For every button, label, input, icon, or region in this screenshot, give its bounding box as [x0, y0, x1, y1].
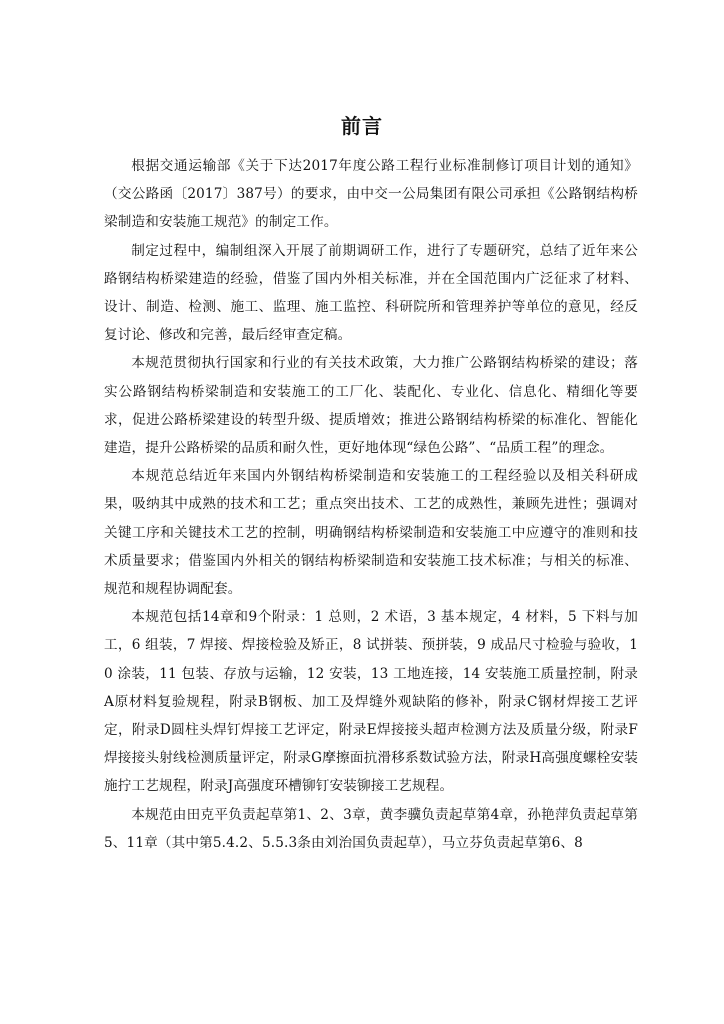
- body-text: [104, 152, 638, 857]
- paragraph-contents: 本规范包括14章和9个附录：1 总则，2 术语，3 基本规定，4 材料，5 下料与加工，6 组装，7 焊接、焊接检验及矫正，8 试拼装、预拼装，9 成品尺寸检验与验收，10 涂装，11 包装、存放与运输，12 安装，13 工地连接，14 安装施工质量控制，附录A原材料复验规程，附录B钢板、加工及焊缝外观缺陷的修补，附录C钢材焊接工艺评定，附录D圆柱头焊钉焊接工艺评定，附录E焊接接头超声检测方法及质量分级，附录F焊接接头射线检测质量评定，附录G摩擦面抗滑移系数试验方法，附录H高强度螺栓安装施拧工艺规程，附录J高强度环槽铆钉安装铆接工艺规程。: [104, 609, 638, 795]
- paragraph-authors: 本规范由田克平负责起草第1、2、3章，黄李骥负责起草第4章，孙艳萍负责起草第5、11章（其中第5.4.2、5.5.3条由刘治国负责起草），马立芬负责起草第6、8: [104, 806, 638, 851]
- paragraph-background: 根据交通运输部《关于下达2017年度公路工程行业标准制修订项目计划的通知》（交公路函〔2017〕387号）的要求，由中交一公局集团有限公司承担《公路钢结构桥梁制造和安装施工规范》的制定工作。: [104, 158, 638, 231]
- page-title: 前言: [341, 114, 383, 138]
- paragraph-drafting-process: 制定过程中，编制组深入开展了前期调研工作，进行了专题研究，总结了近年来公路钢结构桥梁建造的经验，借鉴了国内外相关标准，并在全国范围内广泛征求了材料、设计、制造、检测、施工、监理、施工监控、科研院所和管理养护等单位的意见，经反复讨论、修改和完善，最后经审查定稿。: [104, 242, 638, 344]
- paragraph-policy: 本规范贯彻执行国家和行业的有关技术政策，大力推广公路钢结构桥梁的建设；落实公路钢结构桥梁制造和安装施工的工厂化、装配化、专业化、信息化、精细化等要求，促进公路桥梁建设的转型升级、提质增效；推进公路钢结构桥梁的标准化、智能化建造，提升公路桥梁的品质和耐久性，更好地体现“绿色公路”、“品质工程”的理念。: [104, 355, 638, 457]
- paragraph-summary: 本规范总结近年来国内外钢结构桥梁制造和安装施工的工程经验以及相关科研成果，吸纳其中成熟的技术和工艺；重点突出技术、工艺的成熟性，兼顾先进性；强调对关键工序和关键技术工艺的控制，明确钢结构桥梁制造和安装施工中应遵守的准则和技术质量要求；借鉴国内外相关的钢结构桥梁制造和安装施工技术标准；与相关的标准、规范和规程协调配套。: [104, 468, 638, 598]
